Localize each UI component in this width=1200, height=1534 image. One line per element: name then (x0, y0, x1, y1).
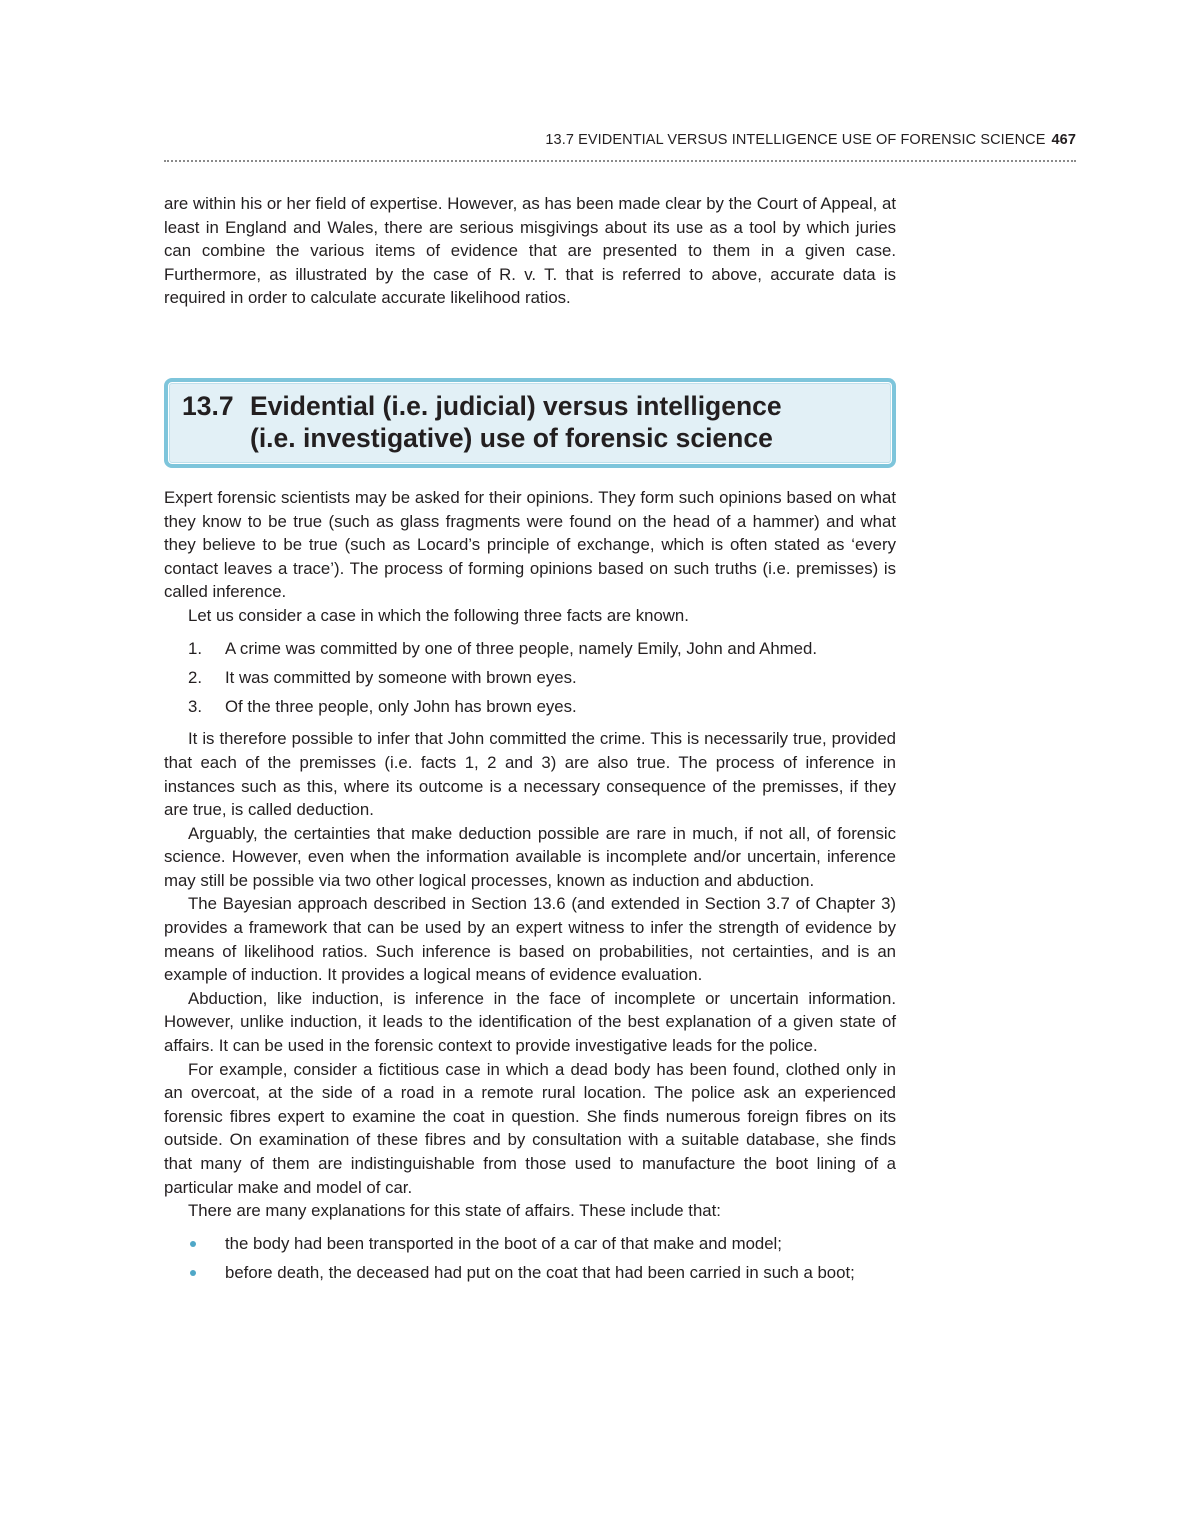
running-title: 13.7 EVIDENTIAL VERSUS INTELLIGENCE USE OF FORENSIC SCIENCE (545, 132, 1046, 148)
section-heading (182, 390, 878, 454)
body-paragraph: There are many explanations for this state of affairs. These include that: (188, 1201, 721, 1221)
bullet-icon (164, 1261, 225, 1285)
header-divider (164, 160, 1076, 162)
page-content (164, 192, 896, 1293)
body-paragraph: For example, consider a fictitious case in which a dead body has been found, clothed only in an overcoat, at the side of a road in a remote rural location. The police ask an experienced forensic fibres expert to examine the coat in question. She finds numerous foreign fibres on its outside. On examination of these fibres and by consultation with a suitable database, she finds that many of them are indistinguishable from those used to manufacture the boot lining of a particular make and model of car. (164, 1059, 896, 1197)
bullet-icon (164, 1232, 225, 1256)
section-title-line-2: (i.e. investigative) use of forensic science (250, 422, 773, 453)
body-paragraph: Expert forensic scientists may be asked for their opinions. They form such opinions based on what they know to be true (such as glass fragments were found on the head of a hammer) and what they believe to be true (such as Locard’s principle of exchange, which is often stated as ‘every contact leaves a trace’). The process of forming opinions based on such truths (i.e. premisses) is called inference. (164, 487, 896, 602)
page-number: 467 (1051, 132, 1076, 148)
list-number: 2. (188, 667, 202, 687)
body-paragraph: Let us consider a case in which the following three facts are known. (188, 605, 689, 625)
list-number: 3. (188, 696, 202, 716)
section-title-line-1: Evidential (i.e. judicial) versus intelligence (250, 390, 782, 421)
list-item (164, 637, 896, 661)
list-item (164, 666, 896, 690)
explanations-list (164, 1232, 896, 1285)
list-item-text: Of the three people, only John has brown eyes. (225, 696, 577, 716)
list-number: 1. (188, 638, 202, 658)
running-head (164, 132, 1076, 148)
list-item (164, 1261, 896, 1285)
section-heading-box (164, 378, 896, 468)
section-body (164, 486, 896, 1285)
list-item-text: the body had been transported in the boot of a car of that make and model; (225, 1233, 782, 1253)
facts-list (164, 637, 896, 719)
list-item (164, 695, 896, 719)
section-title (250, 390, 878, 454)
list-item-text: A crime was committed by one of three people, namely Emily, John and Ahmed. (225, 638, 817, 658)
list-item-text: before death, the deceased had put on the coat that had been carried in such a boot; (225, 1263, 855, 1283)
body-paragraph: Arguably, the certainties that make deduction possible are rare in much, if not all, of forensic science. However, even when the information available is incomplete and/or uncertain, inference may still be possible via two other logical processes, known as induction and abduction. (164, 823, 896, 890)
body-paragraph: Abduction, like induction, is inference in the face of incomplete or uncertain information. However, unlike induction, it leads to the identification of the best explanation of a given state of affairs. It can be used in the forensic context to provide investigative leads for the police. (164, 988, 896, 1056)
body-paragraph: It is therefore possible to infer that John committed the crime. This is necessarily true, provided that each of the premisses (i.e. facts 1, 2 and 3) are also true. The process of inference in instances such as this, where its outcome is a necessary consequence of the premisses, if they are true, is called deduction. (164, 729, 896, 820)
section-number: 13.7 (182, 390, 234, 421)
list-item (164, 1232, 896, 1256)
body-paragraph: The Bayesian approach described in Section 13.6 (and extended in Section 3.7 of Chapter 3) provides a framework that can be used by an expert witness to infer the strength of evidence by means of likelihood ratios. Such inference is based on probabilities, not certainties, and is an example of induction. It provides a logical means of evidence evaluation. (164, 894, 896, 985)
list-item-text: It was committed by someone with brown eyes. (225, 667, 577, 687)
intro-paragraph: are within his or her field of expertise. However, as has been made clear by the Court of Appeal, at least in England and Wales, there are serious misgivings about its use as a tool by which juries can combine the various items of evidence that are presented to them in a given case. Furthermore, as illustrated by the case of R. v. T. that is referred to above, accurate data is required in order to calculate accurate likelihood ratios. (164, 194, 896, 308)
